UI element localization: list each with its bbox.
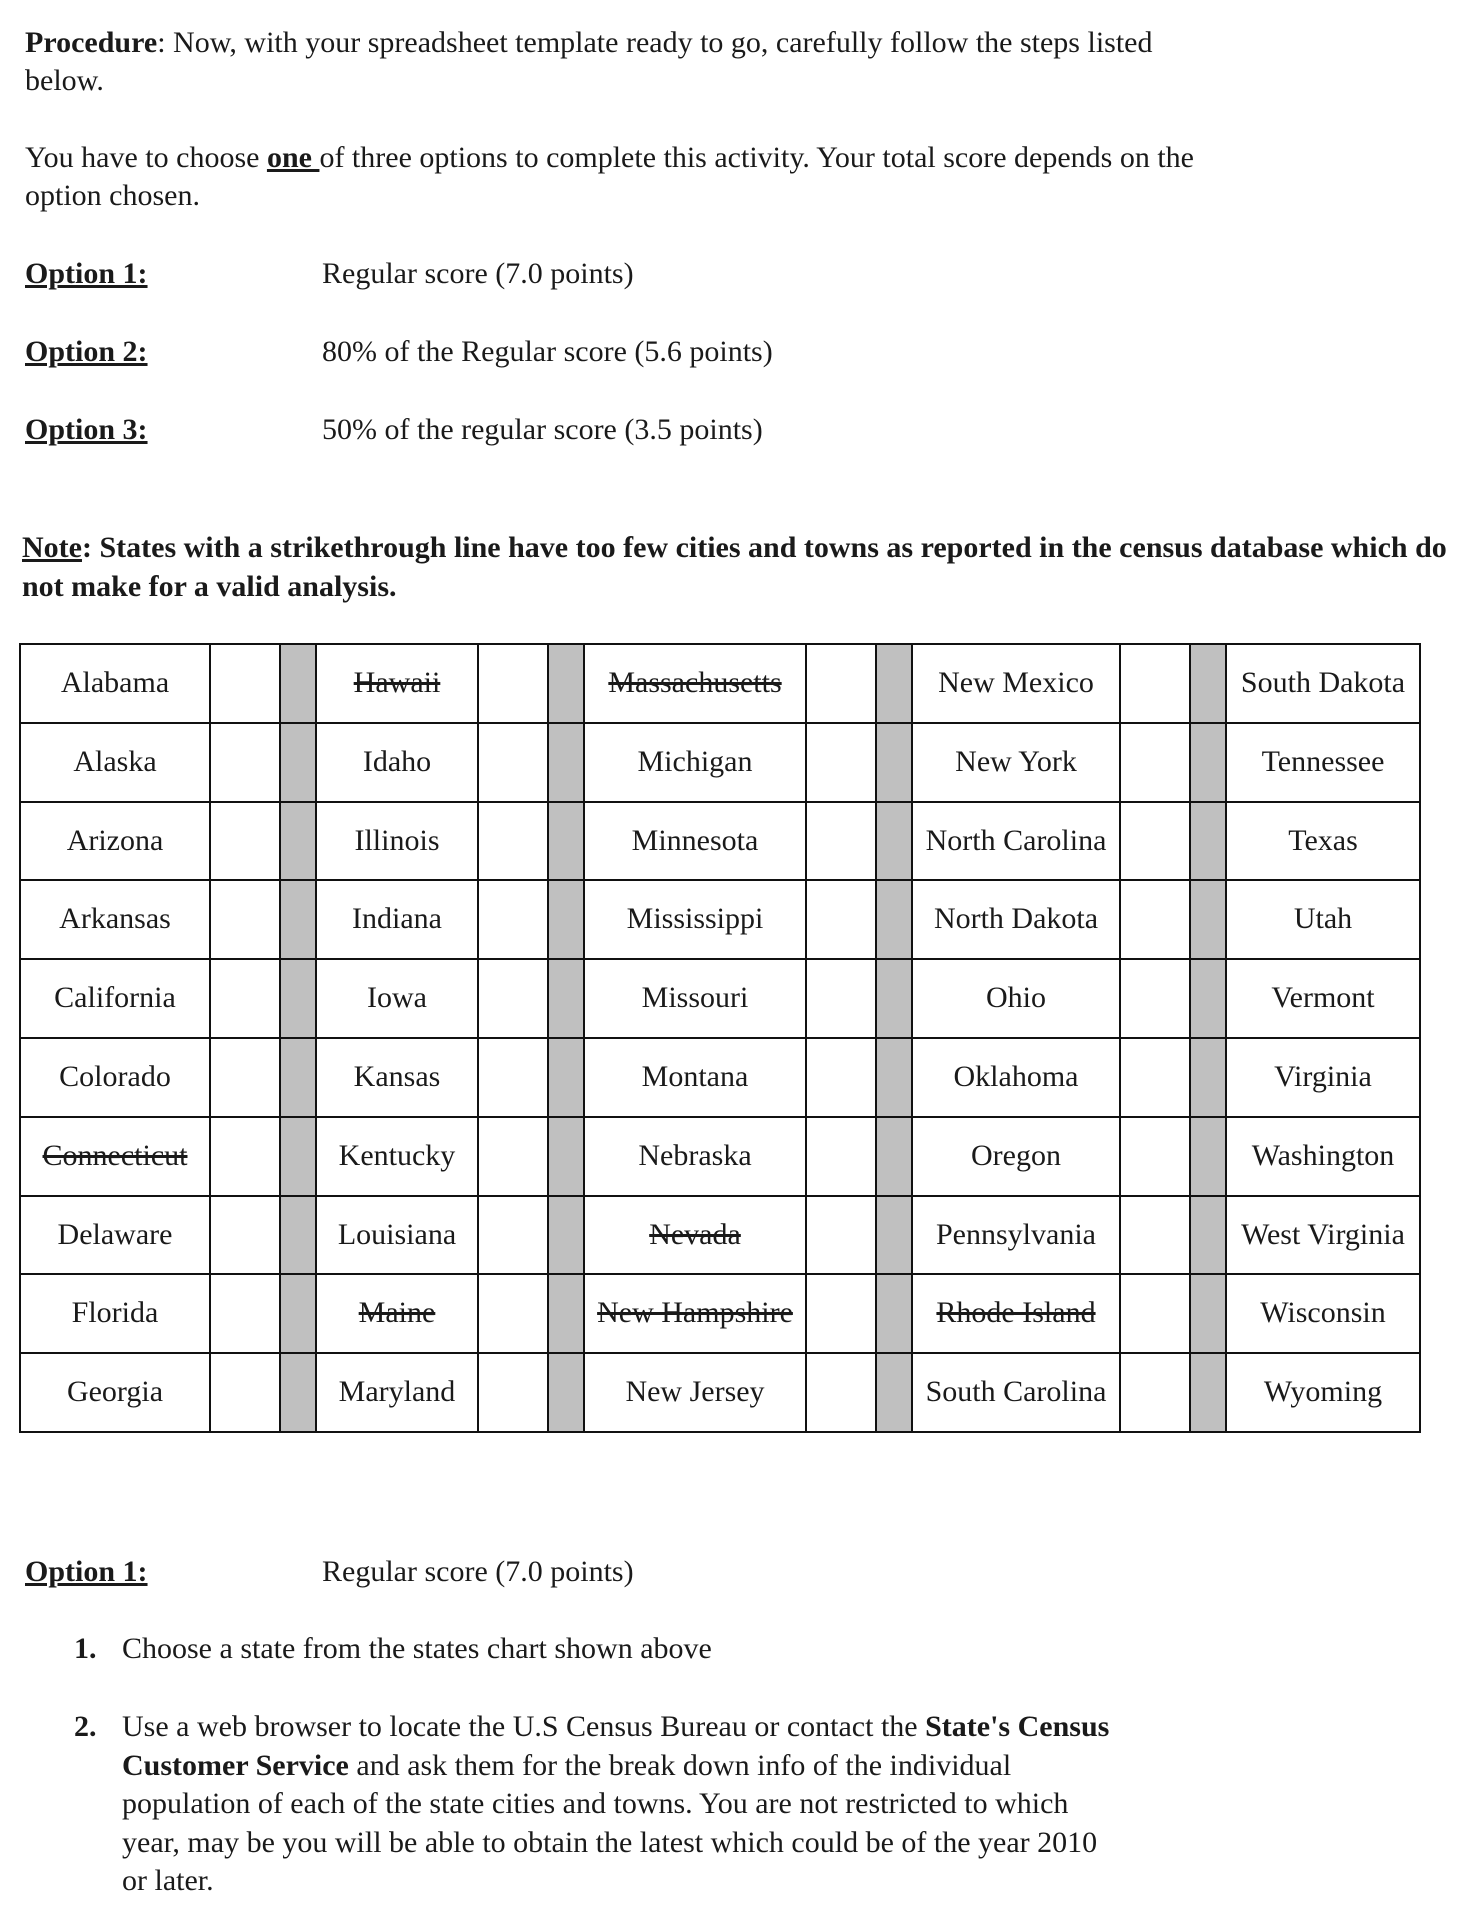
shaded-divider-cell <box>280 1196 316 1275</box>
blank-cell <box>210 1274 280 1353</box>
state-name: Missouri <box>641 981 749 1015</box>
state-cell <box>316 802 478 881</box>
blank-cell <box>806 1274 876 1353</box>
state-name: Colorado <box>59 1059 171 1093</box>
state-cell <box>1226 644 1420 723</box>
step-text: Choose a state from the states chart shown above <box>122 1632 712 1665</box>
shaded-divider-cell <box>280 1038 316 1117</box>
shaded-divider-cell <box>548 1353 584 1432</box>
blank-cell <box>478 1274 548 1353</box>
option-1-detail-label: Option 1: <box>25 1555 148 1588</box>
blank-cell <box>806 802 876 881</box>
state-cell <box>20 1274 210 1353</box>
shaded-divider-cell <box>280 959 316 1038</box>
states-table-row <box>20 644 1420 723</box>
state-cell <box>584 1038 806 1117</box>
shaded-divider-cell <box>876 644 912 723</box>
state-name: North Carolina <box>925 823 1107 857</box>
state-name: Delaware <box>57 1217 173 1251</box>
state-name: Maine <box>358 1296 436 1330</box>
state-name: Kansas <box>353 1059 441 1093</box>
blank-cell <box>478 644 548 723</box>
state-cell <box>20 1038 210 1117</box>
state-cell <box>1226 723 1420 802</box>
shaded-divider-cell <box>548 1274 584 1353</box>
option-1-detail-desc: Regular score (7.0 points) <box>322 1555 634 1588</box>
shaded-divider-cell <box>1190 1274 1226 1353</box>
blank-cell <box>478 1038 548 1117</box>
blank-cell <box>210 959 280 1038</box>
state-cell <box>1226 1353 1420 1432</box>
shaded-divider-cell <box>548 1038 584 1117</box>
state-cell <box>912 1117 1120 1196</box>
state-cell <box>316 1274 478 1353</box>
state-cell <box>912 1353 1120 1432</box>
choose-pre: You have to choose <box>25 141 267 174</box>
state-name: Indiana <box>352 902 442 936</box>
state-cell <box>584 644 806 723</box>
state-name: Nevada <box>649 1217 741 1251</box>
choose-paragraph <box>25 139 1265 214</box>
state-cell <box>912 802 1120 881</box>
shaded-divider-cell <box>1190 1196 1226 1275</box>
state-name: Mississippi <box>626 902 764 936</box>
state-name: South Dakota <box>1240 665 1406 699</box>
state-cell <box>20 880 210 959</box>
note-paragraph <box>22 528 1462 606</box>
blank-cell <box>478 1117 548 1196</box>
state-name: Louisiana <box>337 1217 457 1251</box>
state-cell <box>20 644 210 723</box>
step-text-bold: State's Census Customer Service <box>122 1710 1110 1782</box>
state-cell <box>316 644 478 723</box>
blank-cell <box>1120 723 1190 802</box>
state-cell <box>316 1038 478 1117</box>
state-cell <box>912 1274 1120 1353</box>
state-cell <box>20 723 210 802</box>
step-number: 1. <box>74 1632 97 1665</box>
state-name: Iowa <box>367 981 427 1015</box>
state-name: Tennessee <box>1261 744 1385 778</box>
state-cell <box>316 1196 478 1275</box>
state-cell <box>912 880 1120 959</box>
states-table-row <box>20 1038 1420 1117</box>
blank-cell <box>1120 1196 1190 1275</box>
state-cell <box>316 1117 478 1196</box>
shaded-divider-cell <box>280 723 316 802</box>
state-cell <box>584 1274 806 1353</box>
note-label: Note <box>22 531 82 564</box>
blank-cell <box>1120 1038 1190 1117</box>
state-cell <box>912 1038 1120 1117</box>
shaded-divider-cell <box>876 1353 912 1432</box>
state-name: Alaska <box>73 744 157 778</box>
state-cell <box>316 880 478 959</box>
states-table-row <box>20 959 1420 1038</box>
state-cell <box>584 880 806 959</box>
shaded-divider-cell <box>876 959 912 1038</box>
step-text-pre: Use a web browser to locate the U.S Census Bureau or contact the <box>122 1710 926 1744</box>
state-name: Wisconsin <box>1260 1296 1386 1330</box>
shaded-divider-cell <box>876 1038 912 1117</box>
blank-cell <box>806 1353 876 1432</box>
blank-cell <box>806 959 876 1038</box>
state-cell <box>912 1196 1120 1275</box>
state-cell <box>1226 802 1420 881</box>
blank-cell <box>210 1353 280 1432</box>
state-name: Arizona <box>66 823 164 857</box>
shaded-divider-cell <box>548 1196 584 1275</box>
state-name: Vermont <box>1271 981 1375 1015</box>
state-cell <box>1226 1117 1420 1196</box>
state-name: Washington <box>1251 1138 1395 1172</box>
state-cell <box>20 1353 210 1432</box>
option-1-label: Option 1: <box>25 257 148 290</box>
state-name: Montana <box>641 1059 749 1093</box>
shaded-divider-cell <box>548 644 584 723</box>
shaded-divider-cell <box>280 802 316 881</box>
state-cell <box>584 723 806 802</box>
state-name: Idaho <box>362 744 432 778</box>
blank-cell <box>806 723 876 802</box>
option-3-label: Option 3: <box>25 413 148 446</box>
option-2-desc: 80% of the Regular score (5.6 points) <box>322 335 773 368</box>
states-table-body <box>20 644 1420 1432</box>
shaded-divider-cell <box>1190 1353 1226 1432</box>
state-cell <box>584 1117 806 1196</box>
state-cell <box>584 1196 806 1275</box>
state-cell <box>316 959 478 1038</box>
state-name: Hawaii <box>353 665 441 699</box>
steps-list <box>68 1630 1128 1900</box>
state-name: Wyoming <box>1263 1375 1383 1409</box>
step-number: 2. <box>74 1710 97 1744</box>
state-name: Rhode Island <box>936 1296 1096 1330</box>
state-cell <box>1226 1196 1420 1275</box>
step-item <box>68 1630 1128 1668</box>
blank-cell <box>210 880 280 959</box>
blank-cell <box>806 644 876 723</box>
choose-emph: one <box>266 141 320 174</box>
blank-cell <box>478 959 548 1038</box>
shaded-divider-cell <box>1190 723 1226 802</box>
state-name: New Hampshire <box>597 1296 793 1330</box>
state-name: Maryland <box>338 1375 456 1409</box>
states-table-row <box>20 802 1420 881</box>
blank-cell <box>478 723 548 802</box>
blank-cell <box>478 1353 548 1432</box>
shaded-divider-cell <box>548 959 584 1038</box>
shaded-divider-cell <box>280 1117 316 1196</box>
state-name: New Jersey <box>625 1375 765 1409</box>
blank-cell <box>210 1117 280 1196</box>
states-table-row <box>20 1274 1420 1353</box>
state-cell <box>912 644 1120 723</box>
state-name: New York <box>955 744 1077 778</box>
shaded-divider-cell <box>548 723 584 802</box>
state-name: South Carolina <box>925 1375 1107 1409</box>
blank-cell <box>1120 959 1190 1038</box>
state-cell <box>20 959 210 1038</box>
blank-cell <box>1120 644 1190 723</box>
option-1-desc: Regular score (7.0 points) <box>322 257 634 290</box>
state-cell <box>20 802 210 881</box>
blank-cell <box>210 802 280 881</box>
state-name: Arkansas <box>59 902 171 936</box>
states-table-row <box>20 1117 1420 1196</box>
blank-cell <box>210 644 280 723</box>
state-cell <box>584 959 806 1038</box>
state-cell <box>316 723 478 802</box>
state-name: Florida <box>71 1296 159 1330</box>
state-name: Pennsylvania <box>936 1217 1096 1251</box>
state-name: North Dakota <box>933 902 1099 936</box>
state-name: Utah <box>1293 902 1353 936</box>
states-table-row <box>20 880 1420 959</box>
state-cell <box>1226 1038 1420 1117</box>
state-name: Georgia <box>66 1375 164 1409</box>
state-name: Minnesota <box>631 823 759 857</box>
note-text: : States with a strikethrough line have too few cities and towns as reported in the census database which do not make for a valid analysis. <box>22 531 1447 603</box>
blank-cell <box>478 802 548 881</box>
state-cell <box>1226 1274 1420 1353</box>
state-cell <box>912 959 1120 1038</box>
blank-cell <box>1120 1353 1190 1432</box>
blank-cell <box>1120 880 1190 959</box>
blank-cell <box>806 880 876 959</box>
procedure-label: Procedure <box>25 26 158 59</box>
shaded-divider-cell <box>548 880 584 959</box>
shaded-divider-cell <box>280 1353 316 1432</box>
state-cell <box>316 1353 478 1432</box>
blank-cell <box>1120 802 1190 881</box>
shaded-divider-cell <box>548 1117 584 1196</box>
shaded-divider-cell <box>876 1274 912 1353</box>
blank-cell <box>210 1196 280 1275</box>
state-name: West Virginia <box>1241 1217 1405 1251</box>
state-name: Nebraska <box>638 1138 752 1172</box>
state-name: Alabama <box>60 665 170 699</box>
state-cell <box>1226 880 1420 959</box>
option-2-label: Option 2: <box>25 335 148 368</box>
blank-cell <box>1120 1274 1190 1353</box>
states-table-row <box>20 1353 1420 1432</box>
state-cell <box>912 723 1120 802</box>
state-cell <box>20 1196 210 1275</box>
state-name: Virginia <box>1274 1059 1372 1093</box>
state-name: Kentucky <box>338 1138 456 1172</box>
shaded-divider-cell <box>876 880 912 959</box>
state-name: Oklahoma <box>953 1059 1079 1093</box>
procedure-text: : Now, with your spreadsheet template ready to go, carefully follow the steps listed below. <box>25 26 1153 97</box>
shaded-divider-cell <box>280 1274 316 1353</box>
shaded-divider-cell <box>280 644 316 723</box>
procedure-paragraph <box>25 24 1225 99</box>
state-name: Ohio <box>986 981 1046 1015</box>
option-3-desc: 50% of the regular score (3.5 points) <box>322 413 763 446</box>
state-cell <box>1226 959 1420 1038</box>
shaded-divider-cell <box>876 723 912 802</box>
blank-cell <box>1120 1117 1190 1196</box>
shaded-divider-cell <box>876 802 912 881</box>
choose-post: of three options to complete this activity. Your total score depends on the option chosen. <box>25 141 1194 212</box>
shaded-divider-cell <box>1190 644 1226 723</box>
shaded-divider-cell <box>1190 1117 1226 1196</box>
state-cell <box>20 1117 210 1196</box>
step-text-post: and ask them for the break down info of the individual population of each of the state cities and towns. You are not restricted to which year, may be you will be able to obtain the latest which could be of the year 2010 or later. <box>122 1748 1098 1897</box>
state-name: Connecticut <box>42 1138 188 1172</box>
shaded-divider-cell <box>1190 959 1226 1038</box>
shaded-divider-cell <box>876 1196 912 1275</box>
state-cell <box>584 1353 806 1432</box>
shaded-divider-cell <box>280 880 316 959</box>
state-name: Oregon <box>971 1138 1061 1172</box>
state-cell <box>584 802 806 881</box>
state-name: California <box>54 981 176 1015</box>
blank-cell <box>478 1196 548 1275</box>
blank-cell <box>806 1196 876 1275</box>
blank-cell <box>478 880 548 959</box>
state-name: Massachusetts <box>608 665 782 699</box>
step-item <box>68 1708 1128 1900</box>
shaded-divider-cell <box>876 1117 912 1196</box>
state-name: New Mexico <box>938 665 1094 699</box>
shaded-divider-cell <box>1190 802 1226 881</box>
state-name: Michigan <box>637 744 753 778</box>
shaded-divider-cell <box>548 802 584 881</box>
shaded-divider-cell <box>1190 1038 1226 1117</box>
states-table-row <box>20 1196 1420 1275</box>
blank-cell <box>806 1038 876 1117</box>
state-name: Texas <box>1288 823 1358 857</box>
states-table-row <box>20 723 1420 802</box>
states-table <box>19 643 1421 1433</box>
blank-cell <box>210 723 280 802</box>
blank-cell <box>806 1117 876 1196</box>
blank-cell <box>210 1038 280 1117</box>
state-name: Illinois <box>354 823 440 857</box>
shaded-divider-cell <box>1190 880 1226 959</box>
